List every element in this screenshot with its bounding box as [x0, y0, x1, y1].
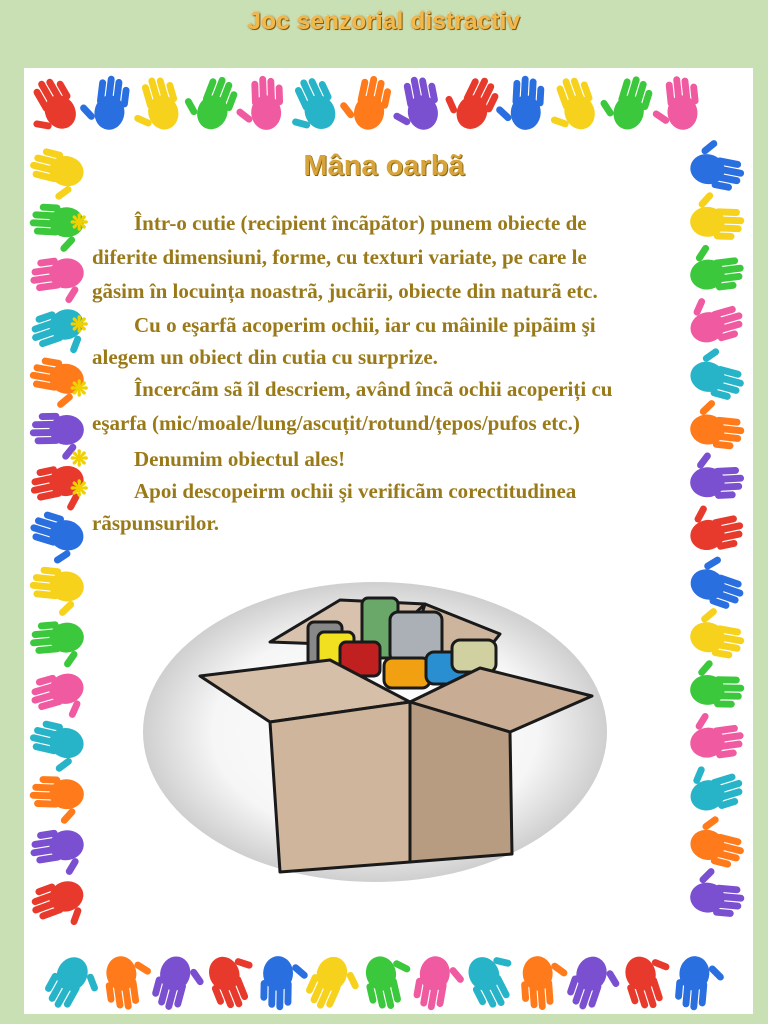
handprint-decoration	[234, 75, 284, 131]
handprint-decoration	[276, 72, 343, 141]
handprint-decoration	[689, 449, 746, 500]
handprint-decoration	[538, 72, 602, 139]
handprint-decoration	[28, 619, 86, 672]
handprint-decoration	[411, 953, 468, 1015]
handprint-decoration	[27, 826, 88, 882]
handprint-decoration	[594, 68, 656, 134]
handprint-decoration	[687, 604, 749, 661]
handprint-decoration	[686, 342, 751, 403]
handprint-decoration	[123, 72, 184, 137]
handprint-decoration	[27, 565, 86, 619]
handprint-decoration	[102, 952, 157, 1012]
handprint-decoration	[461, 944, 529, 1014]
text-line: Într-o cutie (recipient încãpãtor) punem obiecte de	[134, 211, 587, 235]
handprint-decoration	[684, 497, 747, 556]
handprint-decoration	[519, 954, 571, 1011]
handprint-decoration	[26, 667, 91, 728]
handprint-decoration	[686, 549, 753, 612]
text-line: Încercãm sã îl descriem, având încã ochii acoperiți cu	[134, 377, 613, 401]
bullet-icon: ❋	[70, 376, 89, 401]
handprint-decoration	[687, 811, 751, 871]
handprint-decoration	[39, 951, 108, 1022]
handprint-decoration	[436, 65, 503, 135]
handprint-decoration	[202, 946, 267, 1014]
handprint-decoration	[690, 190, 746, 240]
document-title: Mâna oarbã	[303, 150, 465, 182]
page-header-title: Joc senzorial distractiv	[247, 8, 521, 35]
handprint-decoration	[494, 74, 545, 131]
handprint-decoration	[15, 71, 84, 142]
bullet-icon: ❋	[70, 476, 89, 501]
handprint-decoration	[682, 755, 748, 817]
handprint-decoration	[360, 950, 419, 1014]
handprint-decoration	[686, 707, 746, 762]
text-line: Denumim obiectul ales!	[134, 447, 346, 471]
text-line: Cu o eşarfã acoperim ochii, iar cu mâinile pipãim şi	[134, 313, 596, 337]
handprint-decoration	[177, 67, 242, 135]
handprint-decoration	[26, 874, 93, 938]
handprint-decoration	[149, 952, 210, 1017]
handprint-decoration	[688, 397, 747, 451]
handprint-decoration	[619, 948, 682, 1014]
text-line: gãsim în locuința noastrã, jucãrii, obiecte din naturã etc.	[92, 279, 598, 303]
handprint-decoration	[687, 239, 747, 294]
text-line: rãspunsurilor.	[92, 511, 220, 535]
handprint-decoration	[24, 718, 88, 777]
handprint-decoration	[22, 508, 88, 570]
handprint-decoration	[385, 73, 443, 135]
handprint-decoration	[28, 254, 88, 309]
handprint-decoration	[29, 776, 85, 826]
handprint-decoration	[76, 72, 131, 132]
handprint-decoration	[563, 952, 626, 1019]
bullet-icon: ❋	[70, 446, 89, 471]
handprint-decoration	[682, 287, 747, 348]
handprint-decoration	[674, 955, 727, 1013]
bullet-icon: ❋	[70, 210, 89, 235]
text-line: eşarfa (mic/moale/lung/ascuțit/rotund/țepos/pufos etc.)	[92, 411, 580, 435]
cardboard-box-illustration	[140, 572, 610, 892]
handprint-decoration	[335, 70, 394, 133]
handprint-decoration	[690, 659, 745, 708]
text-line: alegem un obiect din cutia cu surprize.	[92, 345, 438, 369]
handprint-decoration	[301, 951, 367, 1020]
bullet-icon: ❋	[70, 312, 89, 337]
handprint-decoration	[648, 74, 702, 133]
text-line: Apoi descopeirm ochii şi verificãm corectitudinea	[134, 479, 577, 503]
handprint-decoration	[260, 956, 309, 1011]
handprint-decoration	[689, 865, 747, 918]
text-line: diferite dimensiuni, forme, cu texturi variate, pe care le	[92, 245, 587, 269]
